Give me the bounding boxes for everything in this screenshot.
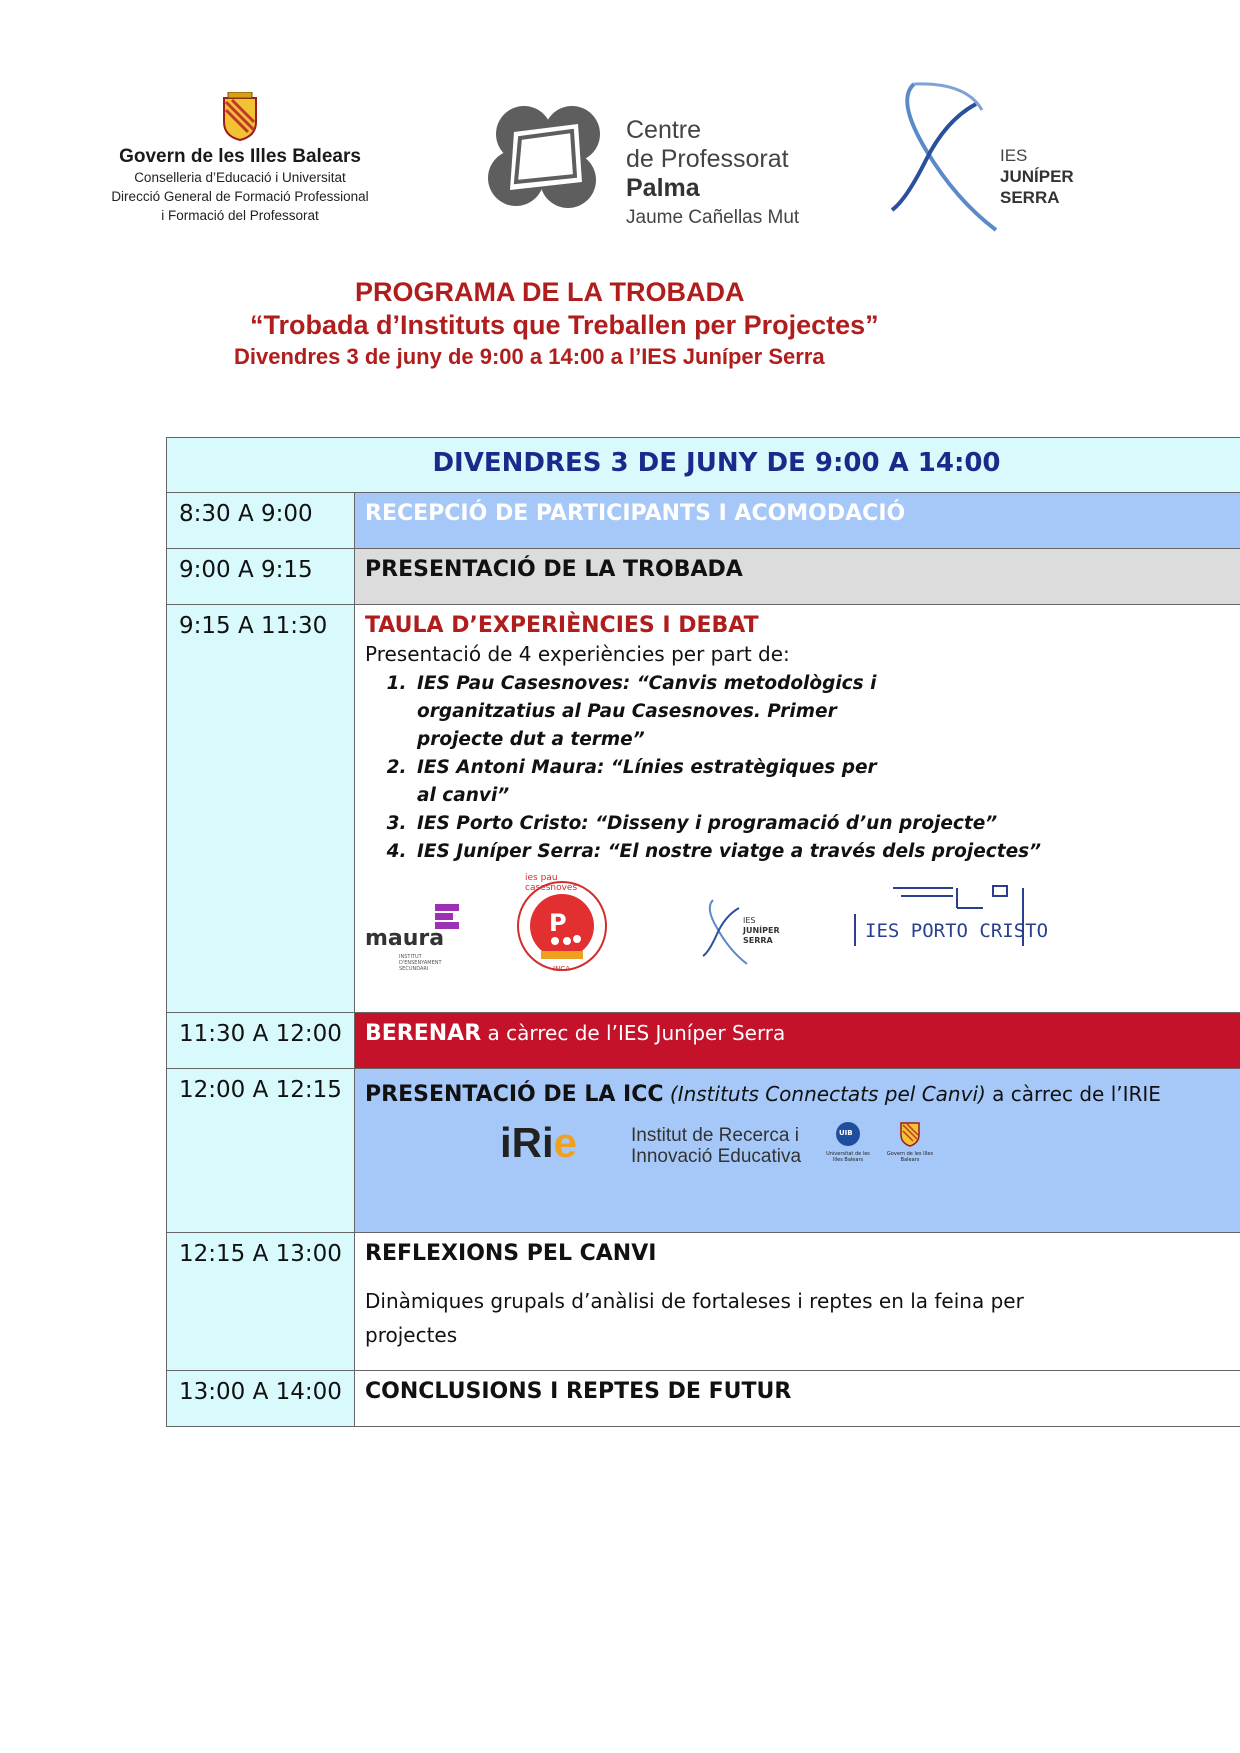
- time-slot: 12:00 A 12:15: [167, 1069, 355, 1233]
- time-slot: 11:30 A 12:00: [167, 1013, 355, 1069]
- activity-detail: a càrrec de l’IES Juníper Serra: [481, 1021, 786, 1045]
- activity-cell: [355, 1013, 1240, 1069]
- list-item: 3. IES Porto Cristo: “Disseny i programació d’un projecte”: [413, 810, 1017, 838]
- cep-logo-mark: [486, 104, 606, 215]
- activity-title: RECEPCIÓ DE PARTICIPANTS I ACOMODACIÓ: [365, 501, 906, 526]
- activity-title: REFLEXIONS PEL CANVI: [365, 1241, 657, 1266]
- activity-detail: Dinàmiques grupals d’anàlisi de fortaleses i reptes en la feina per projectes: [365, 1289, 1024, 1347]
- uib-caption: Universitat de les Illes Balears: [826, 1151, 870, 1163]
- list-item: 2. IES Antoni Maura: “Línies estratègiques per al canvi”: [413, 754, 893, 810]
- juniper-small-text: [743, 916, 780, 946]
- time-slot: 13:00 A 14:00: [167, 1371, 355, 1427]
- time-slot: 9:15 A 11:30: [167, 605, 355, 1013]
- porto-cristo-name: IES PORTO CRISTO: [865, 920, 1049, 942]
- activity-cell: [355, 1371, 1240, 1427]
- cep-logo-text: [626, 116, 799, 232]
- irie-name: [631, 1125, 801, 1167]
- irie-line2: Innovació Educativa: [631, 1146, 802, 1167]
- irie-mark-text: iRi: [500, 1119, 554, 1166]
- uib-label: UIB: [839, 1129, 853, 1137]
- pau-casesnoves-name: ies pau casesnoves: [525, 873, 578, 893]
- govern-coat-of-arms-icon: [218, 92, 262, 142]
- activity-cell: [355, 549, 1240, 605]
- uib-logo: [823, 1121, 873, 1163]
- activity-line: [365, 1077, 1240, 1113]
- juniper-small-logo: [701, 898, 801, 968]
- irie-logo-row: [365, 1113, 1240, 1195]
- list-item: 1. IES Pau Casesnoves: “Canvis metodològics i organitzatius al Pau Casesnoves. Primer projecte dut a terme”: [413, 670, 893, 754]
- porto-cristo-logo: [853, 884, 1049, 954]
- juniper-small-line2: JUNÍPER: [743, 926, 780, 935]
- porto-cristo-frame-icon: [853, 884, 1033, 954]
- cep-line3: Palma: [626, 174, 700, 202]
- svg-text:P: P: [549, 909, 567, 937]
- ies-line1: IES: [1000, 146, 1028, 165]
- activity-cell: [355, 493, 1240, 549]
- ies-juniper-logo-text: [1000, 145, 1074, 208]
- list-item: 4. IES Juníper Serra: “El nostre viatge a través dels projectes”: [413, 838, 1057, 866]
- table-row: [167, 493, 1240, 549]
- activity-title: CONCLUSIONS I REPTES DE FUTUR: [365, 1379, 792, 1404]
- table-row: [167, 1371, 1240, 1427]
- irie-mark-e: e: [553, 1119, 578, 1166]
- govern-name: Govern de les Illes Balears: [119, 146, 361, 167]
- govern-line3: i Formació del Professorat: [161, 208, 319, 223]
- cep-line4: Jaume Cañellas Mut: [626, 207, 800, 228]
- experiences-list: [365, 670, 1042, 866]
- cep-line2: de Professorat: [626, 145, 789, 173]
- activity-detail: a càrrec de l’IRIE: [985, 1082, 1161, 1106]
- table-row: [167, 549, 1240, 605]
- ies-line2: JUNÍPER: [1000, 167, 1074, 186]
- event-date-location: Divendres 3 de juny de 9:00 a 14:00 a l’IES Juníper Serra: [234, 344, 825, 369]
- program-title: PROGRAMA DE LA TROBADA: [355, 277, 745, 307]
- maura-name: maura: [365, 926, 445, 951]
- activity-cell: [355, 1233, 1240, 1371]
- juniper-small-line1: IES: [743, 916, 756, 925]
- govern-small-shield-icon: [899, 1119, 921, 1147]
- juniper-swoosh-icon: [886, 80, 1006, 235]
- activity-detail-italic: (Instituts Connectats pel Canvi): [663, 1082, 986, 1106]
- event-title: “Trobada d’Instituts que Treballen per Projectes”: [250, 310, 879, 340]
- govern-line2: Direcció General de Formació Professional: [111, 189, 369, 204]
- pau-casesnoves-town: INCA: [553, 965, 570, 973]
- schedule-heading: DIVENDRES 3 DE JUNY DE 9:00 A 14:00: [167, 438, 1240, 493]
- pau-casesnoves-logo: [515, 873, 610, 974]
- govern-logo: [90, 92, 390, 225]
- govern-line1: Conselleria d’Educació i Universitat: [134, 170, 346, 185]
- pau-casesnoves-seal-icon: [515, 879, 610, 974]
- activity-title: TAULA D’EXPERIÈNCIES I DEBAT: [365, 613, 759, 638]
- time-slot: 9:00 A 9:15: [167, 549, 355, 605]
- activity-title: BERENAR: [365, 1021, 482, 1046]
- school-logos-row: [365, 874, 1240, 1004]
- ies-line3: SERRA: [1000, 188, 1060, 207]
- table-row: [167, 1013, 1240, 1069]
- maura-subtitle: INSTITUT D'ENSENYAMENT SECUNDARI: [399, 954, 442, 972]
- schedule-header-row: [167, 438, 1240, 493]
- time-slot: 12:15 A 13:00: [167, 1233, 355, 1371]
- table-row: [167, 1233, 1240, 1371]
- irie-mark: [500, 1119, 577, 1167]
- activity-cell: [355, 605, 1240, 1013]
- table-row: [167, 1069, 1240, 1233]
- schedule-table: [166, 437, 1240, 1427]
- cep-line1: Centre: [626, 116, 702, 144]
- ies-juniper-logo-mark: [886, 80, 1006, 240]
- juniper-small-line3: SERRA: [743, 936, 773, 945]
- activity-title: PRESENTACIÓ DE LA TROBADA: [365, 557, 743, 582]
- irie-line1: Institut de Recerca i: [631, 1125, 799, 1146]
- table-row: [167, 605, 1240, 1013]
- activity-cell: [355, 1069, 1240, 1233]
- activity-title: PRESENTACIÓ DE LA ICC: [365, 1082, 664, 1107]
- govern-small-caption: Govern de les Illes Balears: [886, 1151, 934, 1163]
- cep-frame-icon: [486, 104, 606, 210]
- govern-small-logo: [885, 1119, 935, 1163]
- activity-intro: Presentació de 4 experiències per part de:: [365, 642, 790, 666]
- time-slot: 8:30 A 9:00: [167, 493, 355, 549]
